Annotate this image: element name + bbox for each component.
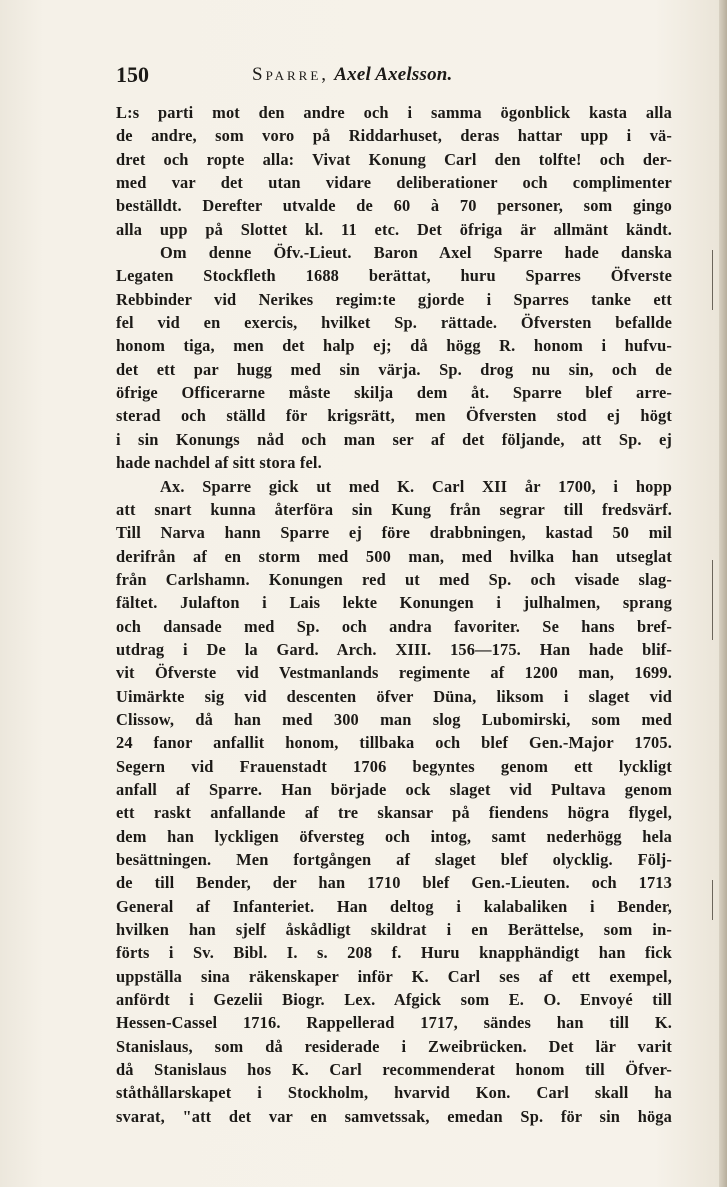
text-line: att snart kunna återföra sin Kung från segrar till fredsvärf.: [116, 499, 672, 519]
text-line: fältet. Julafton i Lais lekte Konungen i julhalmen, sprang: [116, 593, 672, 613]
text-line: hvilken han sjelf åskådligt skildrat i en Berättelse, som in-: [116, 920, 672, 940]
text-line: sterad och ställd för krigsrätt, men Öfversten stod ej högt: [116, 406, 672, 426]
text-line: ett raskt anfallande af tre skansar på fiendens högra flygel,: [116, 803, 672, 823]
text-line: öfrige Officerarne måste skilja dem åt. Sparre blef arre-: [116, 383, 672, 403]
text-line: uppställa sina räkenskaper inför K. Carl ses af ett exempel,: [116, 966, 672, 986]
text-line: då Stanislaus hos K. Carl recommenderat honom till Öfver-: [116, 1060, 672, 1080]
text-line: med var det utan vidare deliberationer och complimenter: [116, 173, 672, 193]
margin-mark: [712, 250, 713, 310]
text-line: förts i Sv. Bibl. I. s. 208 f. Huru knapphändigt han fick: [116, 943, 672, 963]
text-line: hade nachdel af sitt stora fel.: [116, 453, 322, 473]
text-line: Ax. Sparre gick ut med K. Carl XII år 1700, i hopp: [160, 476, 672, 496]
text-line: anfördt i Gezelii Biogr. Lex. Afgick som E. O. Envoyé till: [116, 990, 672, 1010]
margin-mark: [712, 560, 713, 640]
page-number: 150: [116, 62, 149, 87]
text-line: Om denne Öfv.-Lieut. Baron Axel Sparre hade danska: [160, 243, 672, 263]
text-line: de andre, som voro på Riddarhuset, deras hattar upp i vä-: [116, 126, 672, 146]
running-head: [252, 64, 453, 86]
running-head-given-name: Axel Axelsson.: [334, 64, 453, 85]
text-line: honom tiga, men det halp ej; då högg R. honom i hufvu-: [116, 336, 672, 356]
text-line: Stanislaus, som då residerade i Zweibrücken. Det lär varit: [116, 1036, 672, 1056]
text-line: 24 fanor anfallit honom, tillbaka och blef Gen.-Major 1705.: [116, 733, 672, 753]
text-line: dret och ropte alla: Vivat Konung Carl den tolfte! och der-: [116, 149, 672, 169]
text-line: fel vid en exercis, hvilket Sp. rättade. Öfversten befallde: [116, 313, 672, 333]
text-line: Clissow, då han med 300 man slog Lubomirski, som med: [116, 709, 672, 729]
text-line: vit Öfverste vid Vestmanlands regimente af 1200 man, 1699.: [116, 663, 672, 683]
text-line: Legaten Stockfleth 1688 berättat, huru Sparres Öfverste: [116, 266, 672, 286]
text-line: utdrag i De la Gard. Arch. XIII. 156—175. Han hade blif-: [116, 639, 672, 659]
running-head-surname: Sparre,: [252, 64, 330, 85]
body-text: [116, 101, 672, 1128]
text-line: General af Infanteriet. Han deltog i kalabaliken i Bender,: [116, 896, 672, 916]
text-line: det ett par hugg med sin värja. Sp. drog nu sin, och de: [116, 359, 672, 379]
text-line: alla upp på Slottet kl. 11 etc. Det öfriga är allmänt kändt.: [116, 219, 672, 239]
text-line: ståthållarskapet i Stockholm, hvarvid Kon. Carl skall ha: [116, 1083, 672, 1103]
page-edge: [719, 0, 727, 1187]
text-line: dem han lyckligen öfversteg och intog, samt nederhögg hela: [116, 826, 672, 846]
text-line: Uimärkte sig vid descenten öfver Düna, liksom i slaget vid: [116, 686, 672, 706]
margin-mark: [712, 880, 713, 920]
text-line: svarat, "att det var en samvetssak, emedan Sp. för sin höga: [116, 1106, 672, 1126]
text-line: besättningen. Men fortgången af slaget blef olycklig. Följ-: [116, 850, 672, 869]
text-line: från Carlshamn. Konungen red ut med Sp. och visade slag-: [116, 569, 672, 589]
text-line: de till Bender, der han 1710 blef Gen.-Lieuten. och 1713: [116, 873, 672, 893]
text-line: L:s parti mot den andre och i samma ögonblick kasta alla: [116, 103, 672, 122]
text-line: och dansade med Sp. och andra favoriter. Se hans bref-: [116, 616, 672, 636]
text-line: Rebbinder vid Nerikes regim:te gjorde i Sparres tanke ett: [116, 289, 672, 309]
text-line: Hessen-Cassel 1716. Rappellerad 1717, sändes han till K.: [116, 1013, 672, 1033]
page-header: [116, 62, 646, 92]
text-line: beställdt. Derefter utvalde de 60 à 70 personer, som gingo: [116, 196, 672, 216]
text-line: derifrån af en storm med 500 man, med hvilka han utseglat: [116, 546, 672, 566]
text-line: anfall af Sparre. Han började ock slaget vid Pultava genom: [116, 779, 672, 799]
text-line: Segern vid Frauenstadt 1706 begyntes genom ett lyckligt: [116, 756, 672, 776]
text-line: Till Narva hann Sparre ej före drabbningen, kastad 50 mil: [116, 523, 672, 543]
text-line: i sin Konungs nåd och man ser af det följande, att Sp. ej: [116, 429, 672, 449]
